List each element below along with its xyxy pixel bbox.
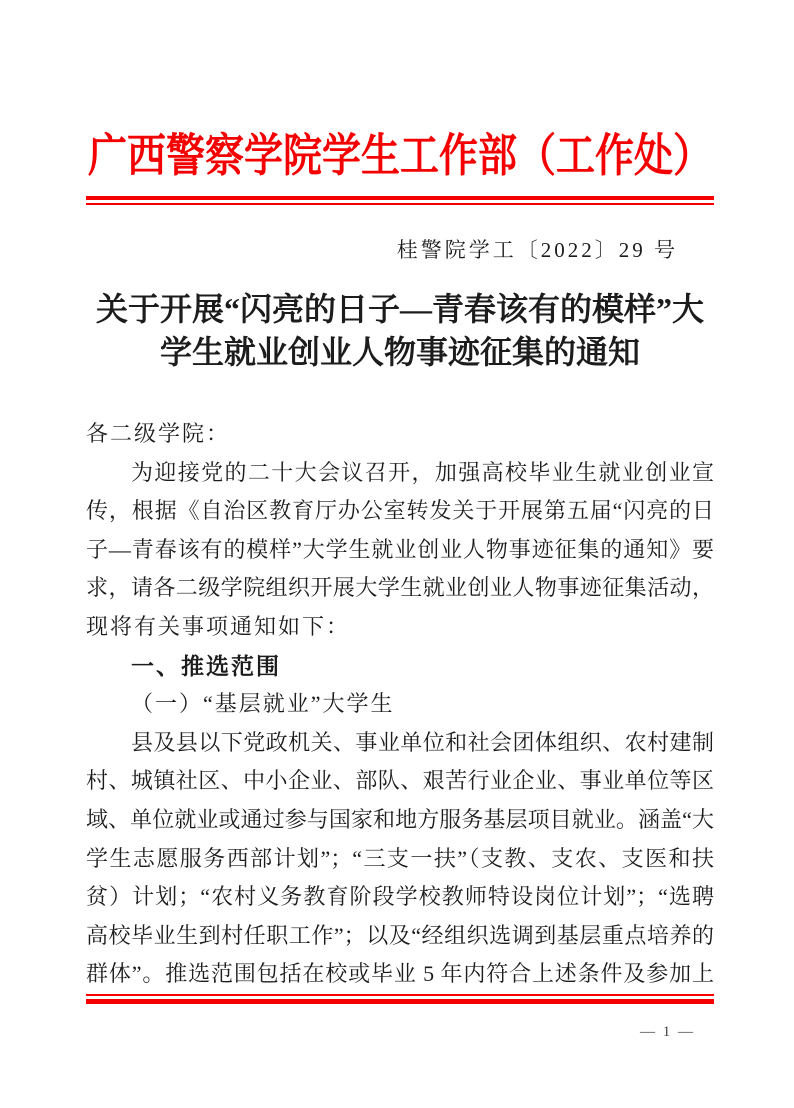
page-number: — 1 — <box>640 1024 695 1040</box>
body-line: 子—青春该有的模样”大学生就业创业人物事迹征集的通知》要 <box>86 536 714 562</box>
body-line: 高校毕业生到村任职工作”；以及“经组织选调到基层重点培养的 <box>86 922 714 948</box>
body-line: 县及县以下党政机关、事业单位和社会团体组织、农村建制 <box>131 729 714 755</box>
footer-divider-thick <box>86 999 714 1004</box>
notice-title-line2: 学生就业创业人物事迹征集的通知 <box>159 334 640 370</box>
notice-body <box>86 415 714 994</box>
section-heading-1: 一、推选范围 <box>131 652 281 679</box>
letterhead-divider-thick <box>86 196 714 200</box>
body-line: 群体”。推选范围包括在校或毕业 5 年内符合上述条件及参加上 <box>86 961 714 987</box>
letterhead-divider-thin <box>86 203 714 205</box>
salutation-line: 各二级学院： <box>86 421 231 446</box>
body-line: 传，根据《自治区教育厅办公室转发关于开展第五届“闪亮的日 <box>86 498 714 524</box>
body-line: 贫）计划；“农村义务教育阶段学校教师特设岗位计划”；“选聘 <box>86 884 714 910</box>
body-line: 现将有关事项通知如下： <box>86 613 351 639</box>
footer-divider-thin <box>86 994 714 996</box>
body-line: 求，请各二级学院组织开展大学生就业创业人物事迹征集活动， <box>86 575 714 601</box>
body-line: 域、单位就业或通过参与国家和地方服务基层项目就业。涵盖“大 <box>86 806 714 832</box>
body-line: 学生志愿服务西部计划”；“三支一扶”（支教、支农、支医和扶 <box>86 845 714 871</box>
subsection-heading: （一）“基层就业”大学生 <box>131 691 395 717</box>
notice-title-line1: 关于开展“闪亮的日子—青春该有的模样”大 <box>95 291 704 327</box>
doc-number: 桂警院学工〔2022〕29 号 <box>396 238 678 262</box>
body-line: 为迎接党的二十大会议召开，加强高校毕业生就业创业宣 <box>131 459 714 485</box>
body-line: 村、城镇社区、中小企业、部队、艰苦行业企业、事业单位等区 <box>86 768 714 794</box>
letterhead-org-title: 广西警察学院学生工作部（工作处） <box>87 131 712 182</box>
notice-title <box>86 288 714 374</box>
